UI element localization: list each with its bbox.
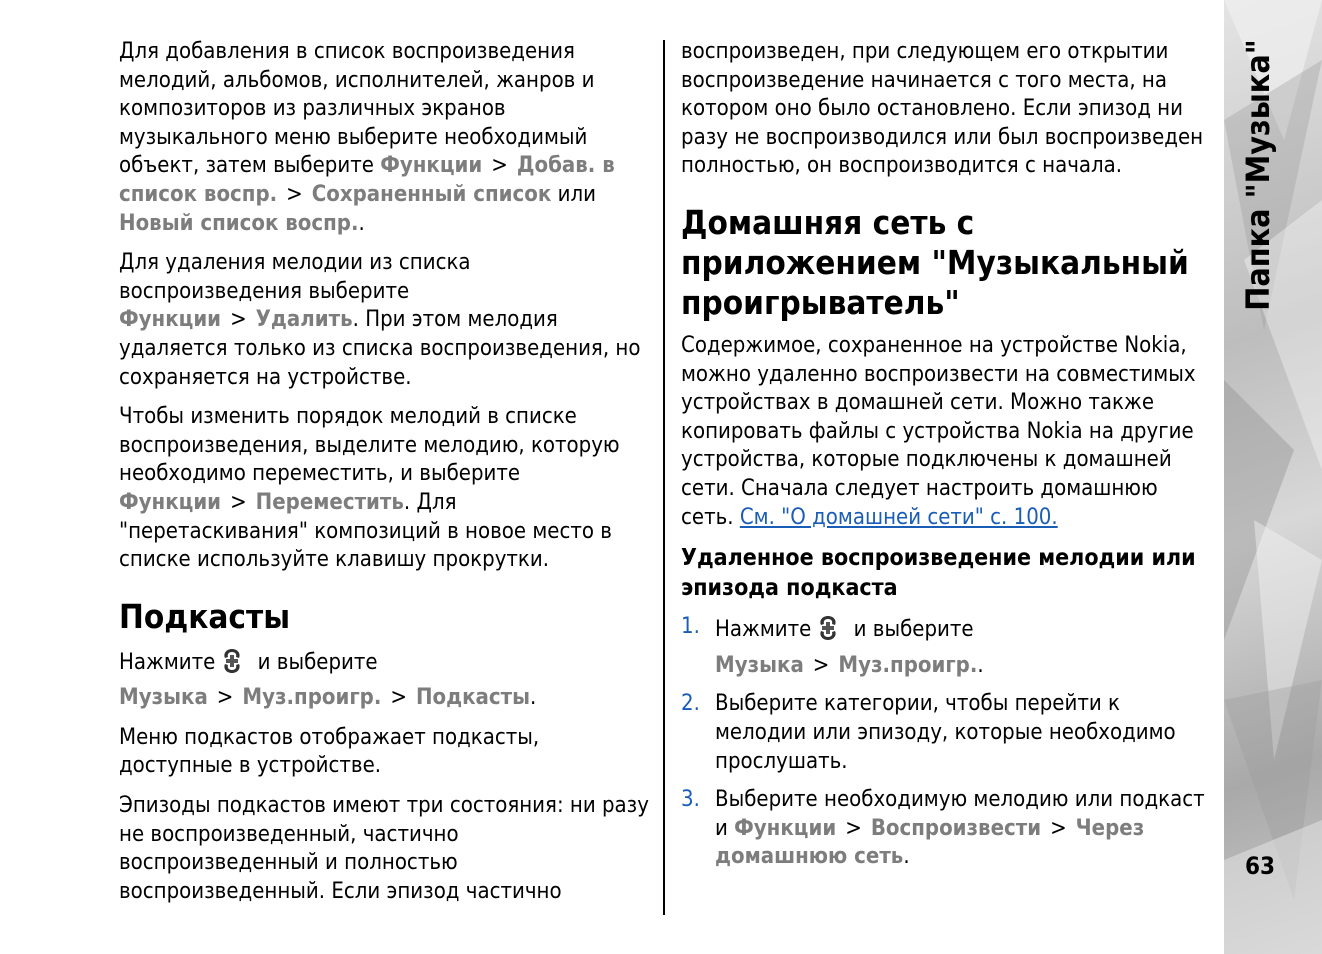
command-remove: Удалить (255, 307, 353, 333)
command-new-list: Новый список воспр. (119, 210, 359, 236)
separator: > (390, 685, 407, 711)
section-title-vertical (1228, 40, 1288, 310)
paragraph-home-network: Содержимое, сохраненное на устройстве Nokia, можно удаленно воспроизвести на совместимых устройствах в домашней сети. Можно также копировать файлы с устройства Nokia на другие устройства, которые подключены к домашней сети. Сначала следует настроить домашнюю сеть. См. "О домашней сети" с. 100. (681, 332, 1196, 530)
column-divider (663, 40, 665, 915)
command-music-player: Муз.проигр. (242, 685, 382, 711)
command-podcasts: Подкасты (415, 685, 531, 711)
paragraph-remove-song: Для удаления мелодии из списка воспроизведения выберите Функции > Удалить. При этом мелодия удаляется только из списка воспроизведения, но сохраняется на устройстве. (119, 250, 641, 390)
heading-home-network: Домашняя сеть с приложением "Музыкальный проигрыватель" (681, 202, 1189, 322)
command-functions: Функции (119, 307, 222, 333)
command-music: Музыка (119, 685, 208, 711)
command-play: Воспроизвести (870, 815, 1042, 841)
separator: > (1050, 815, 1067, 841)
command-add-to-playlist: Добав. в список воспр. (119, 153, 615, 207)
section-title-text: Папка "Музыка" (1239, 39, 1278, 311)
separator: > (845, 815, 862, 841)
command-functions: Функции (119, 489, 222, 515)
heading-podcasts: Подкасты (119, 596, 291, 636)
separator: > (216, 685, 234, 711)
menu-key-icon (815, 613, 841, 652)
list-item: 1. Нажмите и выберите Музыка > Муз.проигр.. (681, 614, 984, 678)
command-via-home-network: Через домашнюю сеть (715, 815, 1145, 870)
command-music: Музыка (715, 652, 804, 678)
menu-key-icon (219, 646, 245, 685)
paragraph-reorder: Чтобы изменить порядок мелодий в списке воспроизведения, выделите мелодию, которую необходимо переместить, и выберите Функции > Переместить. Для "перетаскивания" композиций в новое место в списке используйте клавишу прокрутки. (119, 404, 620, 573)
subheading-remote-playback: Удаленное воспроизведение мелодии или эпизода подкаста (681, 545, 1196, 602)
left-column (119, 38, 649, 917)
separator: > (812, 652, 830, 678)
paragraph-episode-states: Эпизоды подкастов имеют три состояния: ни разу не воспроизведенный, частично воспроизведенный и полностью воспроизведенный. Если эпизод частично (119, 793, 649, 904)
separator: > (230, 307, 247, 333)
paragraph-open-podcasts: Нажмите и выберите Музыка > Муз.проигр. > Подкасты. (119, 646, 649, 713)
separator: > (286, 181, 303, 207)
page-number: 63 (1244, 852, 1276, 880)
steps-list (681, 613, 1211, 872)
cross-reference-link[interactable]: См. "О домашней сети" с. 100. (739, 504, 1058, 530)
paragraph-podcast-menu: Меню подкастов отображает подкасты, доступные в устройстве. (119, 724, 540, 779)
list-item: 2. Выберите категории, чтобы перейти к мелодии или эпизоду, которые необходимо прослушать. (681, 691, 1176, 774)
separator: > (491, 153, 508, 179)
separator: > (230, 489, 247, 515)
command-move: Переместить (255, 489, 404, 515)
command-functions: Функции (380, 153, 483, 179)
paragraph-resume-playback: воспроизведен, при следующем его открытии воспроизведение начинается с того места, на котором оно было остановлено. Если эпизод ни разу не воспроизводился или был воспроизведен полностью, он воспроизводится с начала. (681, 39, 1204, 179)
command-music-player: Муз.проигр. (838, 652, 978, 678)
command-functions: Функции (734, 815, 837, 841)
step-number: 2. (681, 691, 700, 717)
paragraph-add-to-playlist: Для добавления в список воспроизведения мелодий, альбомов, исполнителей, жанров и композиторов из различных экранов музыкального меню выберите необходимый объект, затем выберите Функции > Добав. в список воспр. > Сохраненный список или Новый список воспр.. (119, 39, 615, 236)
list-item: 3. Выберите необходимую мелодию или подкаст и Функции > Воспроизвести > Через домашнюю сеть. (681, 787, 1205, 870)
step-number: 3. (681, 787, 700, 813)
step-number: 1. (681, 614, 700, 640)
right-column (681, 38, 1211, 882)
command-saved-list: Сохраненный список (311, 181, 552, 207)
